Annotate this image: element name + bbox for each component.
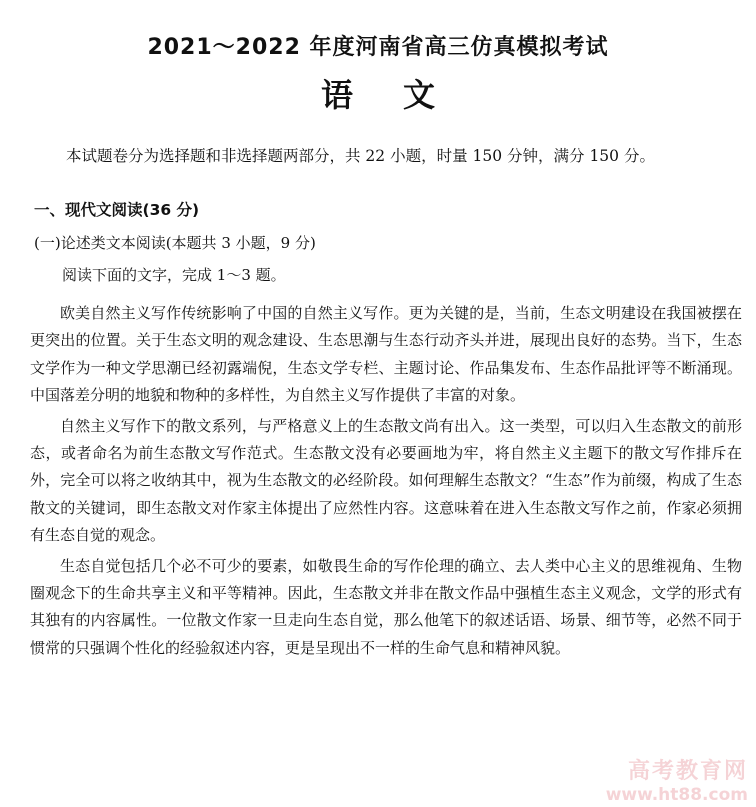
exam-instructions: 本试题卷分为选择题和非选择题两部分，共 22 小题，时量 150 分钟，满分 150 分。	[66, 147, 655, 165]
watermark	[606, 754, 748, 805]
passage-paragraph-1: 欧美自然主义写作传统影响了中国的自然主义写作。更为关键的是，当前，生态文明建设在我国被摆在更突出的位置。关于生态文明的观念建设、生态思潮与生态行动齐头并进，展现出良好的态势。当下，生态文学作为一种文学思潮已经初露端倪，生态文学专栏、主题讨论、作品集发布、生态作品批评等不断涌现。中国落差分明的地貌和物种的多样性，为自然主义写作提供了丰富的对象。	[30, 304, 742, 405]
passage-paragraph-3: 生态自觉包括几个必不可少的要素，如敬畏生命的写作伦理的确立、去人类中心主义的思维视角、生物圈观念下的生命共享主义和平等精神。因此，生态散文并非在散文作品中强植生态主义观念，文学的形式有其独有的内容属性。一位散文作家一旦走向生态自觉，那么他笔下的叙述话语、场景、细节等，必然不同于惯常的只强调个性化的经验叙述内容，更是呈现出不一样的生命气息和精神风貌。	[30, 556, 742, 657]
watermark-brand: 高考教育网	[627, 759, 748, 784]
watermark-url: www.ht88.com	[605, 785, 748, 805]
exam-title: 2021～2022 年度河南省高三仿真模拟考试	[147, 35, 609, 60]
reading-passage	[30, 300, 742, 665]
reading-instruction: 阅读下面的文字，完成 1～3 题。	[62, 266, 286, 284]
section-heading: 一、现代文阅读(36 分)	[34, 201, 200, 219]
passage-paragraph-2: 自然主义写作下的散文系列，与严格意义上的生态散文尚有出入。这一类型，可以归入生态散文的前形态，或者命名为前生态散文写作范式。生态散文没有必要画地为牢，将自然主义主题下的散文写作排斥在外，完全可以将之收纳其中，视为生态散文的必经阶段。如何理解生态散文？“生态”作为前缀，构成了生态散文的关键词，即生态散文对作家主体提出了应然性内容。这意味着在进入生态散文写作之前，作家必须拥有生态自觉的观念。	[30, 416, 742, 545]
subject-title: 语文	[320, 76, 485, 114]
subsection-heading: (一)论述类文本阅读(本题共 3 小题，9 分)	[34, 234, 316, 252]
